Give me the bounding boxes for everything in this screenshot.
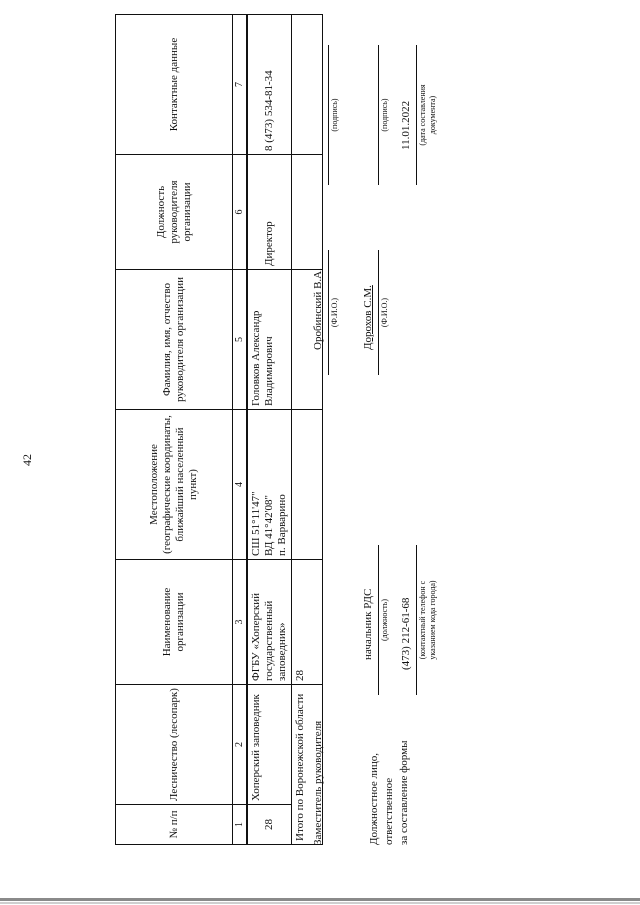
responsible-phone: (473) 212-61-68 <box>400 597 412 670</box>
cell-head-position: Директор <box>247 155 292 270</box>
phone-caption-2: указанием кода города) <box>428 580 437 660</box>
header-location: Местоположение (географические координаты, ближайший населенный пункт) <box>116 410 233 560</box>
cell-organization: ФГБУ «Хоперский государственный заповедник» <box>247 560 292 685</box>
responsible-label-line2: ответственное <box>383 777 395 845</box>
date-caption-2: документа) <box>428 95 437 135</box>
deputy-fio-caption: (Ф.И.О.) <box>330 297 339 328</box>
total-label: Итого по Воронежской области <box>292 685 323 845</box>
cell-contacts: 8 (473) 534-81-34 <box>247 15 292 155</box>
responsible-name: Дорохов С.М. <box>362 285 374 350</box>
col-number: 3 <box>233 560 248 685</box>
col-number: 6 <box>233 155 248 270</box>
position-line <box>378 545 379 695</box>
responsible-name-line <box>378 250 379 375</box>
location-settlement: п. Варварино <box>276 494 288 556</box>
scan-edge-shadow <box>0 902 640 904</box>
responsible-label-line3: за составление формы <box>398 740 410 845</box>
responsible-fio-caption: (Ф.И.О.) <box>380 297 389 328</box>
cell-forestry: Хоперский заповедник <box>247 685 292 805</box>
col-number: 5 <box>233 270 248 410</box>
header-head-name: Фамилия, имя, отчество руководителя организации <box>116 270 233 410</box>
cell-head-name: Головков Александр Владимирович <box>247 270 292 410</box>
responsible-label-line1: Должностное лицо, <box>368 753 380 845</box>
column-numbers-row <box>233 15 248 845</box>
location-latitude: СШ 51°11'47" <box>250 491 262 556</box>
rotated-document <box>20 20 620 885</box>
table-header-row <box>116 15 233 845</box>
page-number: 42 <box>20 454 34 466</box>
deputy-signature-caption: (подпись) <box>330 98 339 132</box>
header-num: № п/п <box>116 805 233 845</box>
total-empty-cell <box>292 155 323 270</box>
date-line <box>416 45 417 185</box>
deputy-label: Заместитель руководителя <box>312 720 324 845</box>
responsible-signature-caption: (подпись) <box>380 98 389 132</box>
phone-caption-1: (контактный телефон с <box>418 580 427 660</box>
scan-edge <box>0 898 640 901</box>
cell-location <box>247 410 292 560</box>
location-longitude: ВД 41°42'08" <box>263 494 275 556</box>
deputy-name: Оробинский В.А. <box>312 268 324 350</box>
date-caption-1: (дата составления <box>418 84 427 146</box>
header-forestry: Лесничество (лесопарк) <box>116 685 233 805</box>
deputy-name-line <box>328 250 329 375</box>
header-contacts: Контактные данные <box>116 15 233 155</box>
cell-num: 28 <box>247 805 292 845</box>
responsible-position: начальник РДС <box>362 588 374 660</box>
header-organization: Наименование организации <box>116 560 233 685</box>
col-number: 1 <box>233 805 248 845</box>
table-row <box>247 15 292 845</box>
header-head-position: Должность руководителя организации <box>116 155 233 270</box>
col-number: 4 <box>233 410 248 560</box>
total-empty-cell <box>292 410 323 560</box>
total-value: 28 <box>292 560 323 685</box>
phone-line <box>416 545 417 695</box>
total-empty-cell <box>292 15 323 155</box>
col-number: 7 <box>233 15 248 155</box>
deputy-signature-line <box>328 45 329 185</box>
organizations-table <box>115 14 323 845</box>
col-number: 2 <box>233 685 248 805</box>
responsible-signature-line <box>378 45 379 185</box>
position-caption: (должность) <box>380 599 389 641</box>
document-date: 11.01.2022 <box>400 100 412 150</box>
